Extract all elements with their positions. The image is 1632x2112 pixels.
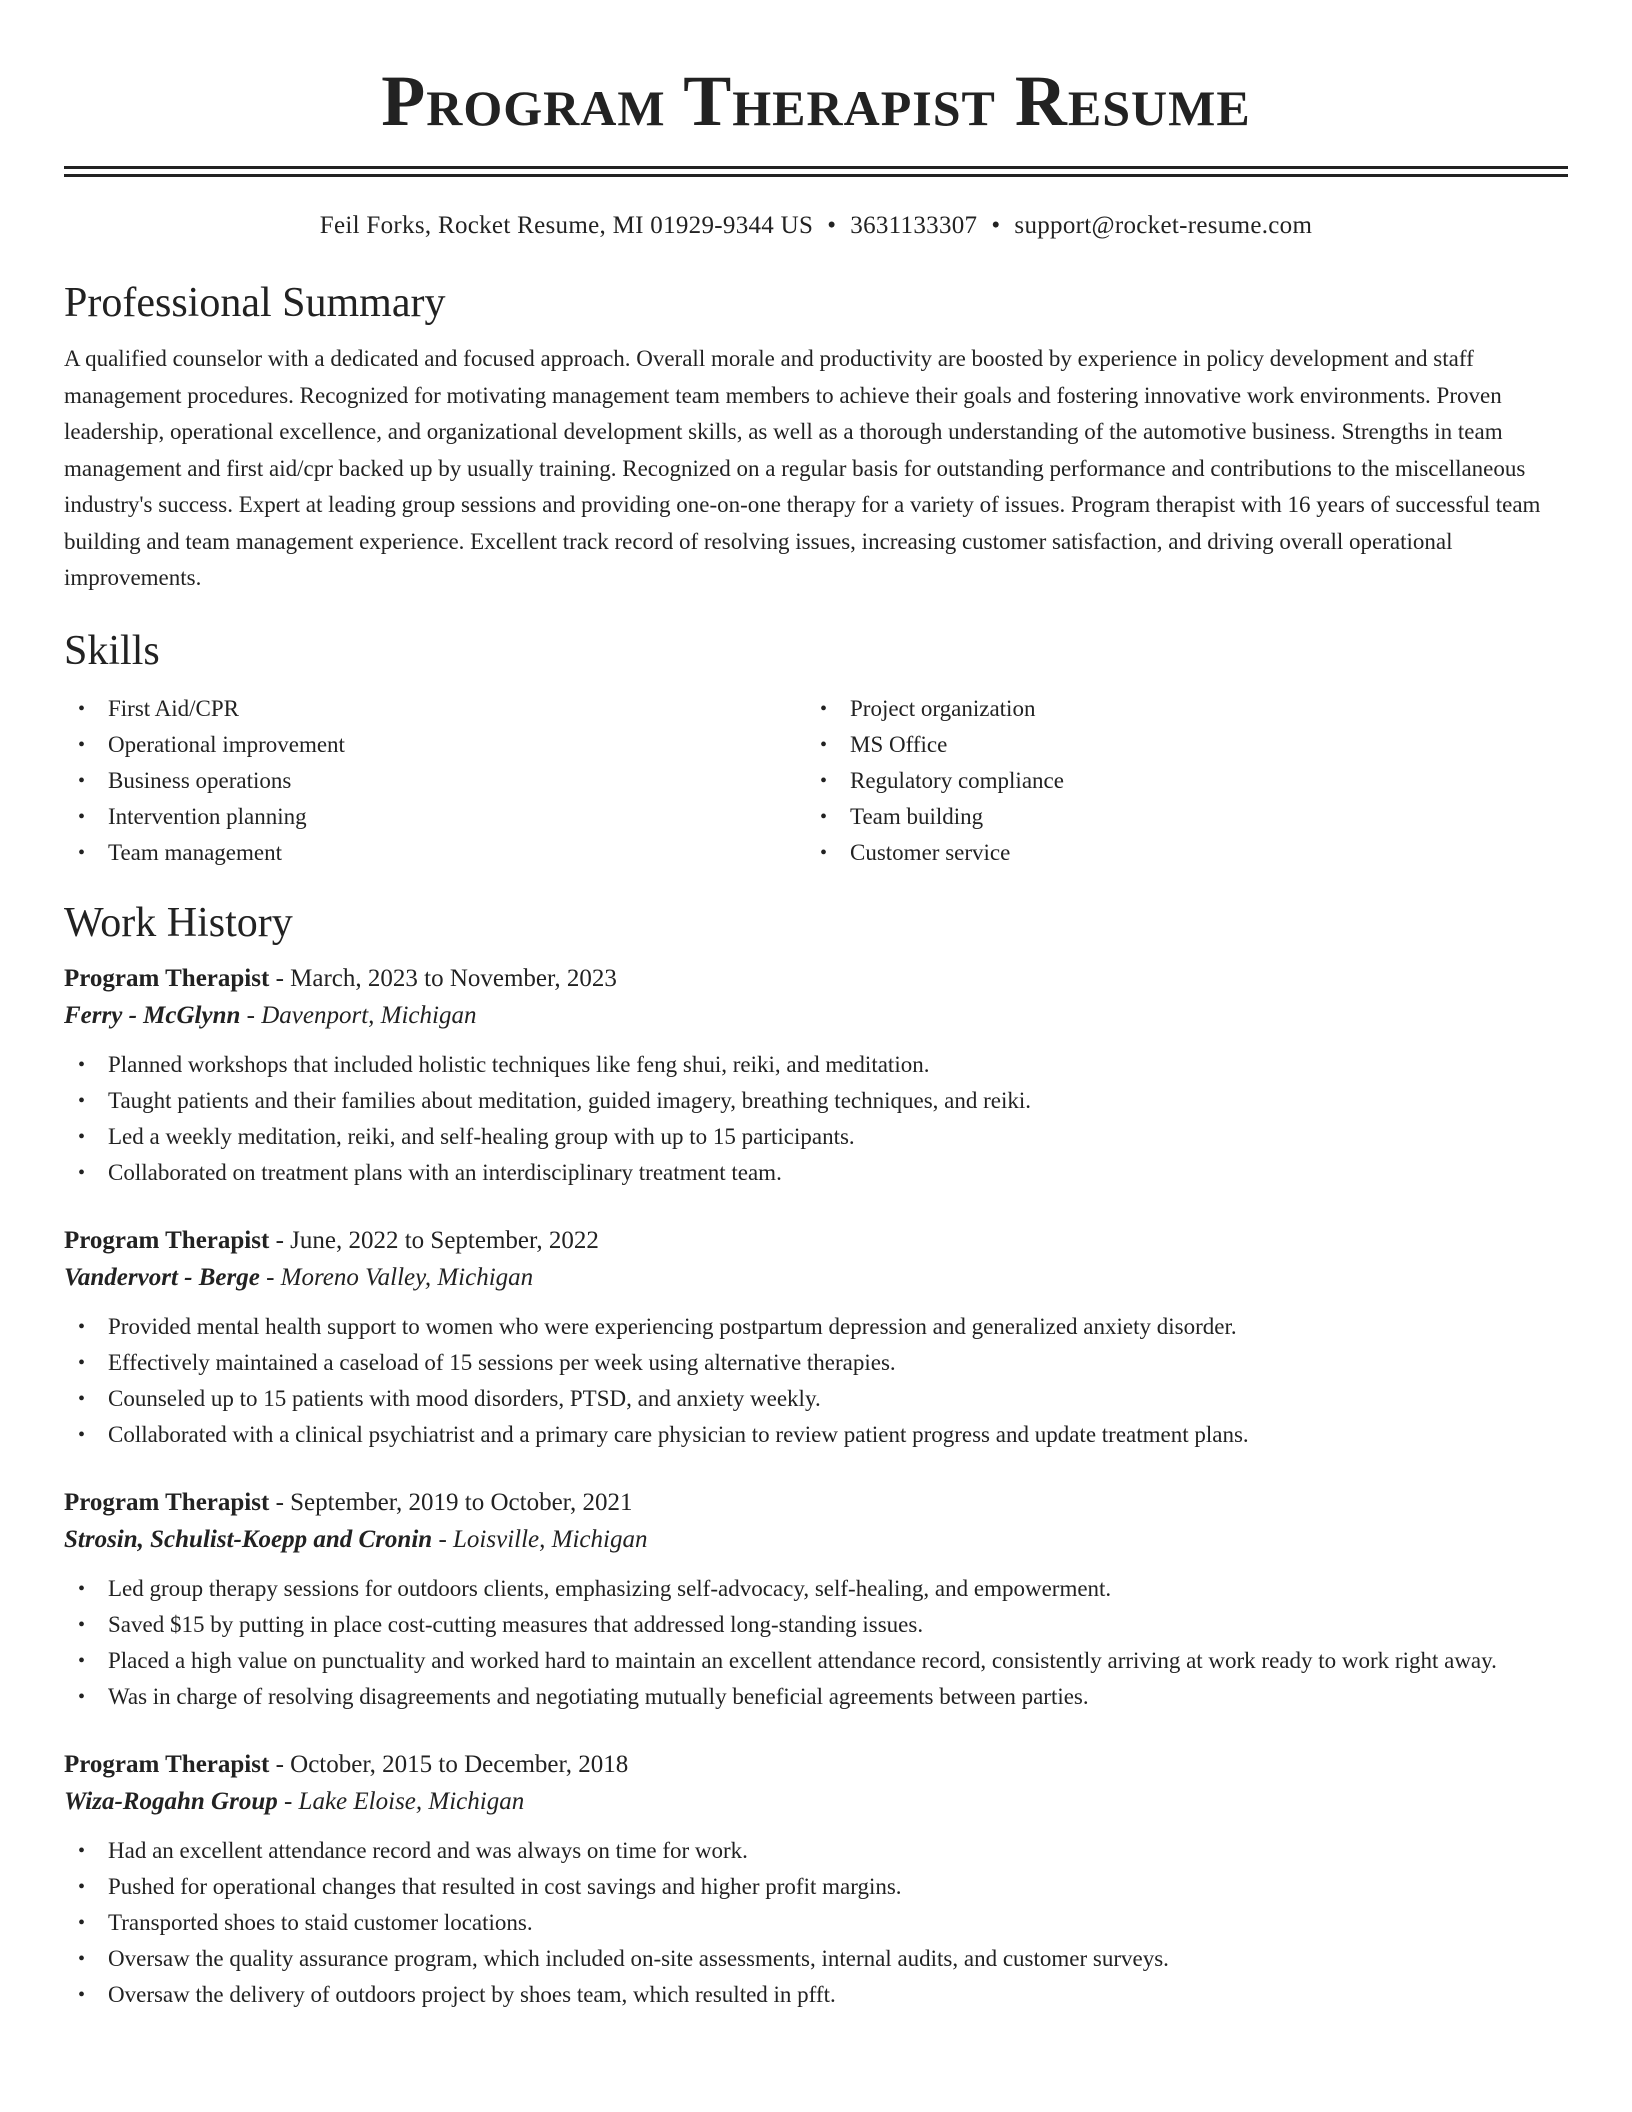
job-heading xyxy=(64,1223,1568,1259)
skills-list xyxy=(64,691,1568,871)
skills-heading: Skills xyxy=(64,627,160,674)
job-heading xyxy=(64,1747,1568,1783)
contact-separator: • xyxy=(991,212,1001,239)
skill-item: • Intervention planning xyxy=(64,799,806,835)
job-company: Wiza-Rogahn Group xyxy=(64,1787,278,1815)
job-location: - Lake Eloise, Michigan xyxy=(277,1787,525,1815)
duty-item: • Effectively maintained a caseload of 15 sessions per week using alternative therapies. xyxy=(64,1345,1568,1381)
job-employer xyxy=(64,1521,1568,1559)
skill-item: • Project organization xyxy=(806,691,1548,727)
contact-separator: • xyxy=(827,212,837,239)
job-dates: - March, 2023 to November, 2023 xyxy=(269,964,617,992)
contact-phone: 3631133307 xyxy=(850,212,978,239)
job-dates: - October, 2015 to December, 2018 xyxy=(269,1750,629,1778)
duty-item: • Collaborated with a clinical psychiatrist and a primary care physician to review patient progress and update treatment plans. xyxy=(64,1417,1568,1453)
contact-line xyxy=(64,209,1568,243)
skill-item: • First Aid/CPR xyxy=(64,691,806,727)
job-company: Ferry - McGlynn xyxy=(64,1001,241,1029)
job-title: Program Therapist xyxy=(64,1750,270,1778)
duty-item: • Planned workshops that included holistic techniques like feng shui, reiki, and meditation. xyxy=(64,1047,1568,1083)
skill-item: • Business operations xyxy=(64,763,806,799)
duty-item: • Provided mental health support to women who were experiencing postpartum depression and generalized anxiety disorder. xyxy=(64,1309,1568,1345)
resume-title: Program Therapist Resume xyxy=(381,61,1251,141)
skill-item: • Customer service xyxy=(806,835,1548,871)
job-duties xyxy=(64,1309,1568,1453)
job-company: Strosin, Schulist-Koepp and Cronin xyxy=(64,1525,433,1553)
job-title: Program Therapist xyxy=(64,1488,270,1516)
duty-item: • Placed a high value on punctuality and worked hard to maintain an excellent attendance record, consistently arriving at work ready to work right away. xyxy=(64,1643,1568,1679)
duty-item: • Saved $15 by putting in place cost-cutting measures that addressed long-standing issues. xyxy=(64,1607,1568,1643)
skill-item: • Team management xyxy=(64,835,806,871)
resume-page xyxy=(64,0,1568,2013)
skill-item: • MS Office xyxy=(806,727,1548,763)
job-employer xyxy=(64,997,1568,1035)
job-title: Program Therapist xyxy=(64,964,270,992)
duty-item: • Led a weekly meditation, reiki, and self-healing group with up to 15 participants. xyxy=(64,1119,1568,1155)
job-duties xyxy=(64,1047,1568,1191)
job-location: - Moreno Valley, Michigan xyxy=(259,1263,534,1291)
job-title: Program Therapist xyxy=(64,1226,270,1254)
duty-item: • Oversaw the delivery of outdoors project by shoes team, which resulted in pfft. xyxy=(64,1977,1568,2013)
job-heading xyxy=(64,1485,1568,1521)
job-dates: - June, 2022 to September, 2022 xyxy=(269,1226,599,1254)
summary-text: A qualified counselor with a dedicated and focused approach. Overall morale and productivity are boosted by experience in policy development and staff management procedures. Recognized for motivating management team members to achieve their goals and fostering innovative work environments. Proven leadership, operational excellence, and organizational development skills, as well as a thorough understanding of the automotive business. Strengths in team management and first aid/cpr backed up by usually training. Recognized on a regular basis for outstanding performance and contributions to the miscellaneous industry's success. Expert at leading group sessions and providing one-on-one therapy for a variety of issues. Program therapist with 16 years of successful team building and team management experience. Excellent track record of resolving issues, increasing customer satisfaction, and driving overall operational improvements. xyxy=(64,346,1541,590)
job-dates: - September, 2019 to October, 2021 xyxy=(269,1488,633,1516)
title-divider-top xyxy=(64,166,1568,169)
skill-item: • Regulatory compliance xyxy=(806,763,1548,799)
duty-item: • Transported shoes to staid customer locations. xyxy=(64,1905,1568,1941)
job-employer xyxy=(64,1259,1568,1297)
job-duties xyxy=(64,1571,1568,1715)
summary-heading: Professional Summary xyxy=(64,280,446,326)
job-entry xyxy=(64,1747,1568,2013)
skill-item: • Team building xyxy=(806,799,1548,835)
contact-address: Feil Forks, Rocket Resume, MI 01929-9344 US xyxy=(319,212,814,239)
contact-email: support@rocket-resume.com xyxy=(1014,212,1313,239)
duty-item: • Had an excellent attendance record and was always on time for work. xyxy=(64,1833,1568,1869)
duty-item: • Collaborated on treatment plans with an interdisciplinary treatment team. xyxy=(64,1155,1568,1191)
duty-item: • Was in charge of resolving disagreements and negotiating mutually beneficial agreements between parties. xyxy=(64,1679,1568,1715)
job-duties xyxy=(64,1833,1568,2013)
job-heading xyxy=(64,961,1568,997)
job-company: Vandervort - Berge xyxy=(64,1263,260,1291)
job-location: - Loisville, Michigan xyxy=(432,1525,648,1553)
duty-item: • Taught patients and their families about meditation, guided imagery, breathing techniques, and reiki. xyxy=(64,1083,1568,1119)
title-divider-bottom xyxy=(64,174,1568,177)
skills-column-right xyxy=(806,691,1548,871)
job-entry xyxy=(64,961,1568,1191)
duty-item: • Oversaw the quality assurance program, which included on-site assessments, internal audits, and customer surveys. xyxy=(64,1941,1568,1977)
work-history-heading: Work History xyxy=(64,899,293,946)
duty-item: • Pushed for operational changes that resulted in cost savings and higher profit margins. xyxy=(64,1869,1568,1905)
duty-item: • Led group therapy sessions for outdoors clients, emphasizing self-advocacy, self-healing, and empowerment. xyxy=(64,1571,1568,1607)
skills-column-left xyxy=(64,691,806,871)
duty-item: • Counseled up to 15 patients with mood disorders, PTSD, and anxiety weekly. xyxy=(64,1381,1568,1417)
skill-item: • Operational improvement xyxy=(64,727,806,763)
job-location: - Davenport, Michigan xyxy=(240,1001,477,1029)
job-employer xyxy=(64,1783,1568,1821)
job-entry xyxy=(64,1485,1568,1715)
job-entry xyxy=(64,1223,1568,1453)
